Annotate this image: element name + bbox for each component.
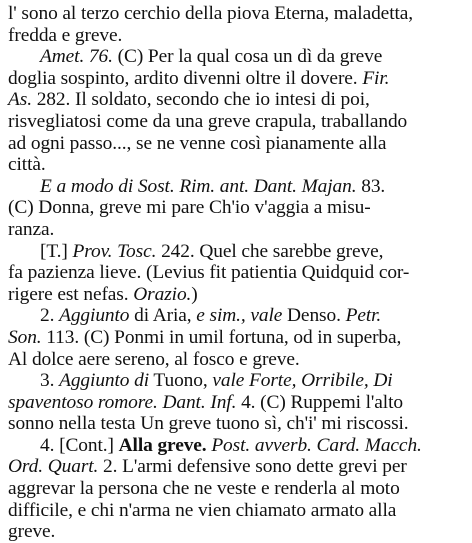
italic-segment: As.: [8, 89, 32, 111]
text-segment: sonno nella testa Un greve tuono sì, ch'i' mi riscossi.: [8, 413, 409, 435]
text-segment: aggrevar la persona che ne veste e renderla al moto: [8, 478, 400, 500]
text-segment: 4. (C) Ruppemi l'alto: [236, 391, 403, 413]
italic-segment: Son.: [8, 326, 42, 348]
text-segment: fredda e greve.: [8, 24, 123, 46]
text-line: [8, 305, 466, 327]
text-line: [8, 219, 466, 241]
text-segment: [T.]: [40, 240, 73, 262]
text-segment: (C) Donna, greve mi pare Ch'io v'aggia a misu-: [8, 197, 371, 219]
text-line: [8, 478, 466, 500]
text-segment: 2. L'armi defensive sono dette grevi per: [98, 456, 407, 478]
text-segment: difficile, e chi n'arma ne vien chiamato armato alla: [8, 499, 397, 521]
text-line: [8, 133, 466, 155]
text-segment: (C) Per la qual cosa un dì da greve: [112, 46, 383, 68]
text-line: [8, 262, 466, 284]
italic-segment: Prov. Tosc.: [72, 240, 157, 262]
text-line: [8, 456, 466, 478]
text-segment: di Aria,: [129, 305, 197, 327]
text-line: [8, 197, 466, 219]
text-line: [8, 154, 466, 176]
text-segment: 2.: [40, 305, 60, 327]
text-segment: 113. (C) Ponmi in umil fortuna, od in superba,: [41, 326, 402, 348]
text-segment: l' sono al terzo cerchio della piova Eterna, maladetta,: [8, 3, 414, 24]
text-segment: 4. [Cont.]: [40, 434, 119, 456]
text-segment: greve.: [8, 521, 56, 543]
text-segment: fa pazienza lieve. (Levius fit patientia Quidquid cor-: [8, 262, 410, 284]
text-segment: ranza.: [8, 218, 55, 240]
text-line: [8, 284, 466, 306]
text-line: [8, 89, 466, 111]
text-line: [8, 435, 466, 457]
text-line: [8, 68, 466, 90]
italic-segment: Post. avverb. Card. Macch.: [211, 434, 422, 456]
dictionary-entry-text: [8, 3, 466, 543]
text-segment: ): [191, 283, 198, 305]
bold-segment: Alla greve.: [118, 434, 207, 456]
text-line: [8, 176, 466, 198]
text-line: [8, 25, 466, 47]
text-line: [8, 349, 466, 371]
italic-segment: E a modo di Sost. Rim. ant. Dant. Majan.: [40, 175, 357, 197]
text-segment: risvegliatosi come da una greve crapula, traballando: [8, 110, 408, 132]
text-segment: Al dolce aere sereno, al fosco e greve.: [8, 348, 300, 370]
text-segment: città.: [8, 154, 46, 176]
italic-segment: Ord. Quart.: [8, 456, 99, 478]
italic-segment: Aggiunto: [59, 305, 130, 327]
italic-segment: e sim., vale: [196, 305, 283, 327]
text-line: [8, 370, 466, 392]
text-line: [8, 327, 466, 349]
text-segment: rigere est nefas.: [8, 283, 134, 305]
italic-segment: Aggiunto di: [59, 370, 150, 392]
italic-segment: spaventoso romore. Dant. Inf.: [8, 391, 237, 413]
text-segment: 242. Quel che sarebbe greve,: [156, 240, 384, 262]
text-line: [8, 111, 466, 133]
italic-segment: Fir.: [362, 67, 390, 89]
text-line: [8, 413, 466, 435]
text-line: [8, 3, 466, 25]
text-line: [8, 241, 466, 263]
text-line: [8, 521, 466, 543]
text-segment: 282. Il soldato, secondo che io intesi di poi,: [31, 89, 370, 111]
text-segment: 83.: [356, 175, 386, 197]
text-segment: 3.: [40, 370, 60, 392]
italic-segment: vale Forte, Orribile, Di: [212, 370, 393, 392]
text-segment: doglia sospinto, ardito divenni oltre il dovere.: [8, 67, 363, 89]
text-line: [8, 500, 466, 522]
text-segment: Tuono,: [149, 370, 213, 392]
text-line: [8, 46, 466, 68]
italic-segment: Petr.: [345, 305, 382, 327]
italic-segment: Orazio.: [133, 283, 192, 305]
text-segment: ad ogni passo..., se ne venne così pianamente alla: [8, 132, 387, 154]
italic-segment: Amet. 76.: [40, 46, 113, 68]
text-line: [8, 392, 466, 414]
text-segment: Denso.: [282, 305, 346, 327]
